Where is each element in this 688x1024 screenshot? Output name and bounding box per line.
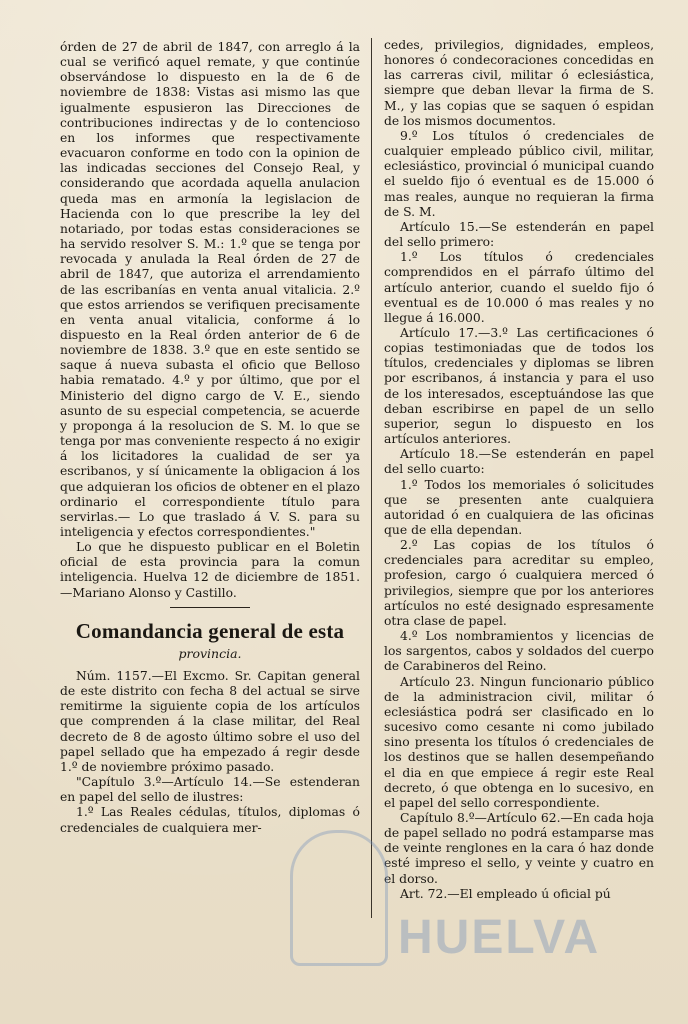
archive-watermark <box>290 830 688 1020</box>
right-paragraph-11: Capítulo 8.º—Artículo 62.—En cada hoja de papel sellado no podrá estamparse mas de veinte renglones en la cara ó haz donde esté impreso el sello, y veinte y cuatro en el dorso. <box>384 810 654 886</box>
right-paragraph-6: Artículo 18.—Se estenderán en papel del sello cuarto: <box>384 447 654 477</box>
left-paragraph-4: "Capítulo 3.º—Artículo 14.—Se estenderan en papel del sello de ilustres: <box>60 775 360 805</box>
right-paragraph-9: 4.º Los nombramientos y licencias de los sargentos, cabos y soldados del cuerpo de Carabineros del Reino. <box>384 629 654 674</box>
left-paragraph-5: 1.º Las Reales cédulas, títulos, diplomas ó credenciales de cualquiera mer- <box>60 805 360 835</box>
right-paragraph-7: 1.º Todos los memoriales ó solicitudes que se presenten ante cualquiera autoridad ó en cualquiera de las oficinas que de ella dependan. <box>384 477 654 537</box>
left-paragraph-1: órden de 27 de abril de 1847, con arreglo á la cual se verificó aquel remate, y que continúe observándose lo dispuesto en la de 6 de noviembre de 1838: Vistas asi mismo las que igualmente espusieron las Direcciones de contribuciones indirectas y de lo contencioso en los informes que respectivamente evacuaron conforme en todo con la opinion de las indicadas secciones del Consejo Real, y considerando que acordada aquella anulacion queda mas en armonía la legislacion de Hacienda con lo que prescribe la ley del notariado, por todas estas consideraciones se ha servido resolver S. M.: 1.º que se tenga por revocada y anulada la Real órden de 27 de abril de 1847, que autoriza el arrendamiento de las escribanías en venta anual vitalicia. 2.º que estos arriendos se verifiquen precisamente en venta anual vitalicia, conforme á lo dispuesto en la Real órden anterior de 6 de noviembre de 1838. 3.º que en este sentido se saque á nueva subasta el oficio que Belloso habia rematado. 4.º y por último, que por el Ministerio del digno cargo de V. E., siendo asunto de su especial competencia, se acuerde y proponga á la resolucion de S. M. lo que se tenga por mas conveniente respecto á no exigir á los licitadores la cualidad de ser ya escribanos, y sí únicamente la obligacion á los que adquieran los oficios de obtener en el plazo ordinario el correspondiente título para servirlas.— Lo que traslado á V. S. para su inteligencia y efectos correspondientes." <box>60 40 360 539</box>
section-divider <box>170 607 250 608</box>
right-paragraph-10: Artículo 23. Ningun funcionario público de la administracion civil, militar ó eclesiástica podrá ser clasificado en lo sucesivo como cesante ni como jubilado sino presenta los títulos ó credenciales de los destinos que se hallen desempeñando el dia en que empiece á regir este Real decreto, ó que obtenga en lo sucesivo, en el papel del sello correspondiente. <box>384 674 654 810</box>
right-paragraph-12: Art. 72.—El empleado ú oficial pú <box>400 886 611 901</box>
right-paragraph-5: Artículo 17.—3.º Las certificaciones ó copias testimoniadas que de todos los títulos, credenciales y diplomas se libren por escribanos, á instancia y para el uso de los interesados, esceptuándose las que deban escribirse en papel de un sello superior, segun lo dispuesto en los artículos anteriores. <box>384 325 654 447</box>
column-rule <box>371 38 372 918</box>
right-paragraph-1: cedes, privilegios, dignidades, empleos, honores ó condecoraciones concedidas en las carreras civil, militar ó eclesiástica, siempre que deban llevar la firma de S. M., y las copias que se saquen ó espidan de los mismos documentos. <box>384 38 654 128</box>
section-heading: Comandancia general de esta <box>75 618 345 643</box>
right-paragraph-8: 2.º Las copias de los títulos ó credenciales para acreditar su empleo, profesion, cargo ó cualquiera merced ó privilegios, siempre que por los anteriores artículos no esté designado espresamente otra clase de papel. <box>384 538 654 628</box>
left-paragraph-3: Núm. 1157.—El Excmo. Sr. Capitan general de este distrito con fecha 8 del actual se sirve remitirme la siguiente copia de los artículos que comprenden á la clase militar, del Real decreto de 8 de agosto último sobre el uso del papel sellado que ha empezado á regir desde 1.º de noviembre próximo pasado. <box>60 668 360 774</box>
watermark-seal-icon <box>290 830 388 966</box>
publication-notice: Lo que he dispuesto publicar en el Boletin oficial de esta provincia para la comun inteligencia. Huelva 12 de diciembre de 1851.—Mariano Alonso y Castillo. <box>60 540 360 600</box>
right-paragraph-4: 1.º Los títulos ó credenciales comprendidos en el párrafo último del artículo anterior, cuando el sueldo fijo ó eventual es de 10.000 ó mas reales y no llegue á 16.000. <box>384 250 654 325</box>
right-paragraph-2: 9.º Los títulos ó credenciales de cualquier empleado público civil, militar, eclesiástico, provincial ó municipal cuando el sueldo fijo ó eventual es de 15.000 ó mas reales, aunque no requieran la firma de S. M. <box>384 128 654 219</box>
section-subheading: provincia. <box>178 645 242 661</box>
right-column <box>384 38 654 902</box>
left-column <box>60 40 360 836</box>
watermark-text: HUELVA <box>398 911 601 964</box>
right-paragraph-3: Artículo 15.—Se estenderán en papel del sello primero: <box>384 219 654 250</box>
